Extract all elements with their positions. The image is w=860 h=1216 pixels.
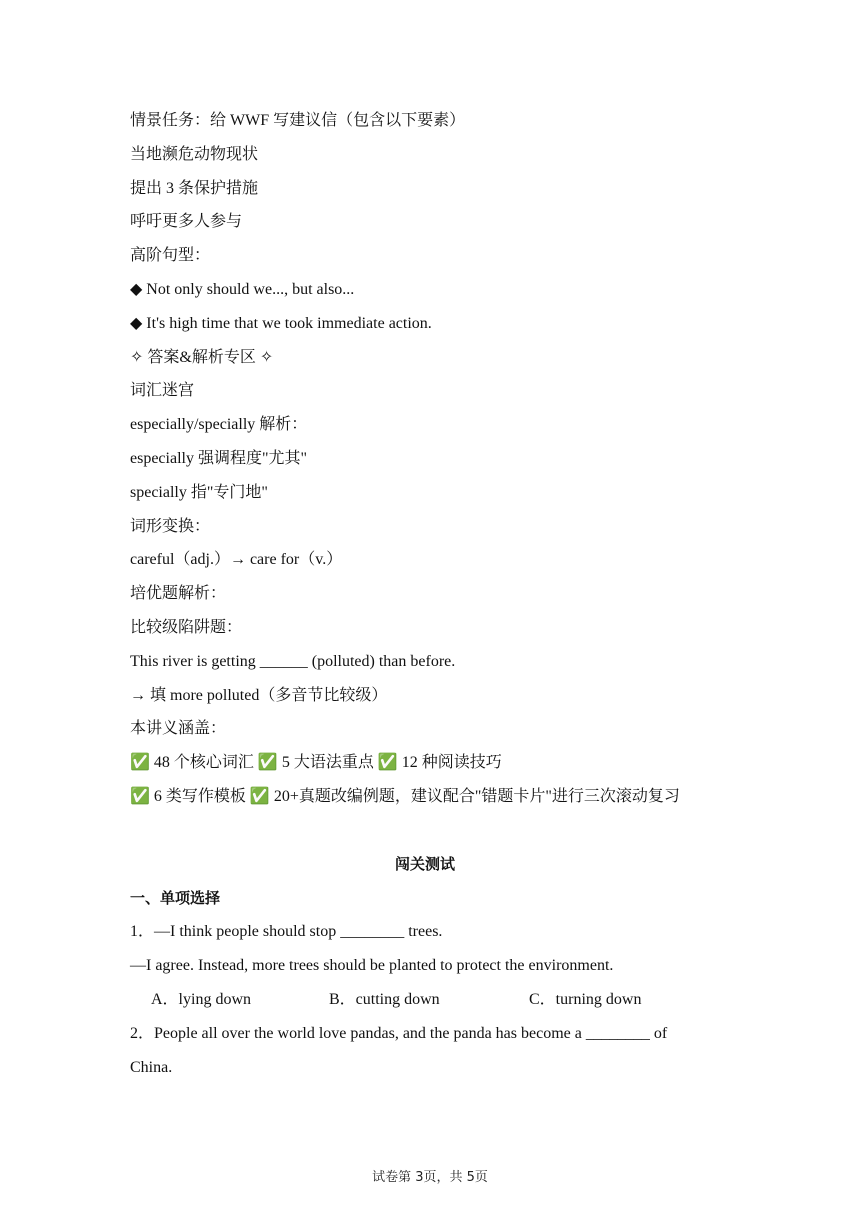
option-c[interactable]: C．turning down (529, 990, 642, 1008)
answer-section-heading: ✧ 答案&解析专区 ✧ (130, 348, 274, 366)
advanced-analysis-heading: 培优题解析： (130, 585, 227, 603)
option-a[interactable]: A．lying down (151, 990, 252, 1008)
question-1-reply: —I agree. Instead, more trees should be planted to protect the environment. (130, 957, 614, 975)
vocab-maze-heading: 词汇迷宫 (130, 382, 195, 400)
specially-line: specially 指"专门地" (130, 483, 268, 501)
page-content (130, 104, 750, 1084)
page-footer: 试卷第 3页，共 5页 (372, 1170, 488, 1185)
section-heading: 一、单项选择 (130, 888, 221, 907)
task-line: 情景任务：给 WWF 写建议信（包含以下要素） (130, 112, 466, 129)
sentence-pattern-heading: 高阶句型： (130, 247, 211, 265)
comparative-question: This river is getting ______ (polluted) than before. (130, 652, 456, 670)
task-point-1: 当地濒危动物现状 (130, 145, 259, 163)
especially-line: especially 强调程度"尤其" (130, 449, 308, 467)
test-title: 闯关测试 (394, 854, 455, 873)
comparative-trap-heading: 比较级陷阱题： (130, 618, 243, 636)
sentence-pattern-1: ◆ Not only should we..., but also... (130, 280, 355, 298)
section-spacer (130, 814, 750, 848)
question-2-continuation: China. (130, 1058, 173, 1076)
coverage-heading: 本讲义涵盖： (130, 720, 227, 738)
sentence-pattern-2: ◆ It's high time that we took immediate action. (130, 314, 432, 332)
word-form-line: careful（adj.）→ care for（v.） (130, 551, 343, 569)
task-point-3: 呼吁更多人参与 (130, 213, 243, 231)
question-1-stem: 1．—I think people should stop ________ trees. (130, 923, 443, 941)
word-form-heading: 词形变换： (130, 517, 211, 535)
especially-analysis-heading: especially/specially 解析： (130, 416, 308, 434)
coverage-line-1: ✅ 48 个核心词汇 ✅ 5 大语法重点 ✅ 12 种阅读技巧 (130, 754, 502, 772)
option-b[interactable]: B．cutting down (329, 990, 440, 1008)
comparative-answer: → 填 more polluted（多音节比较级） (130, 686, 388, 704)
question-2-stem: 2．People all over the world love pandas, and the panda has become a ________ of (130, 1024, 668, 1042)
coverage-line-2: ✅ 6 类写作模板 ✅ 20+真题改编例题，建议配合"错题卡片"进行三次滚动复习 (130, 787, 680, 805)
task-point-2: 提出 3 条保护措施 (130, 179, 259, 197)
question-1-options (130, 983, 750, 1017)
